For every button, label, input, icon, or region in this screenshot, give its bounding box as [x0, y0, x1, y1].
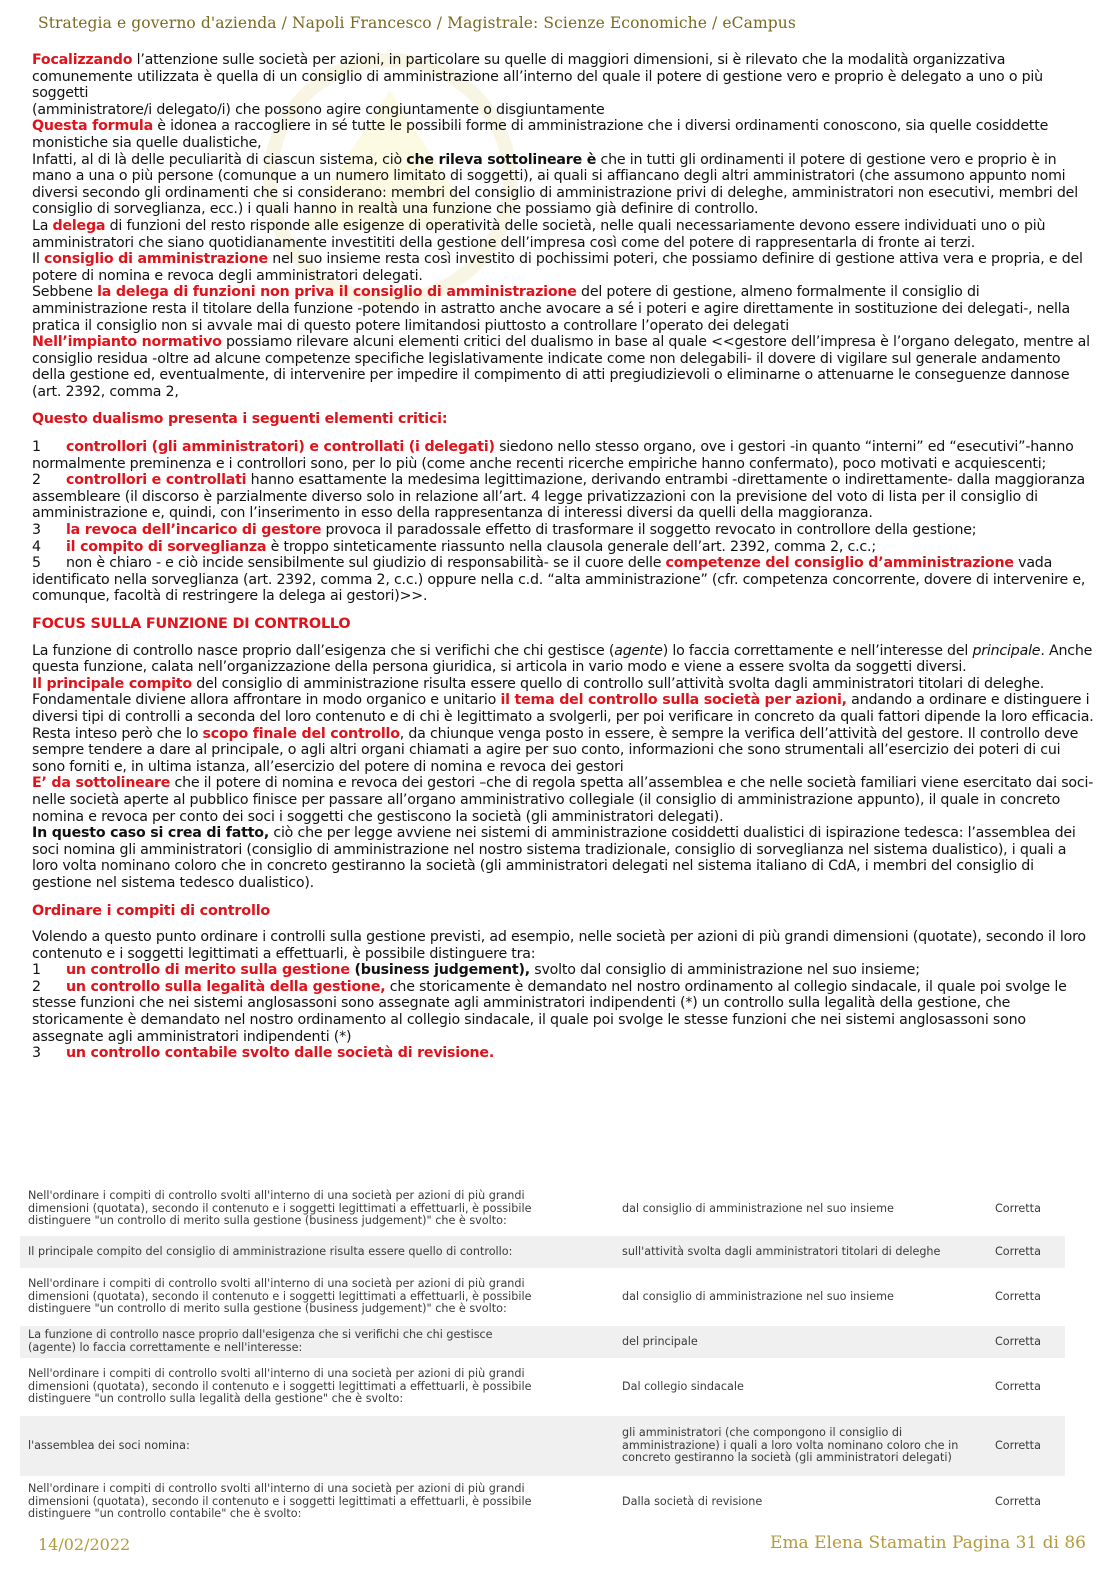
- item-number: 4: [32, 538, 41, 555]
- paragraph: (amministratore/i delegato/i) che possono agire congiuntamente o disgiuntamente: [32, 101, 605, 118]
- page-header: Strategia e governo d'azienda / Napoli Francesco / Magistrale: Scienze Economiche / eCampus: [38, 14, 796, 32]
- result-cell: Corretta: [995, 1438, 1041, 1452]
- highlight: delega: [52, 217, 106, 234]
- table-row: [20, 1358, 1065, 1416]
- text: . Anche questa funzione, calata nell’organizzazione della persona giuridica, si articola in vario modo e viene a essere svolta da soggetti diversi.: [32, 642, 1093, 676]
- result-cell: Corretta: [995, 1379, 1041, 1393]
- result-cell: Corretta: [995, 1334, 1041, 1348]
- item-number: 1: [32, 439, 41, 456]
- document-body: [32, 52, 1096, 1062]
- text: del consiglio di amministrazione risulta essere quello di controllo sull’attività svolta dagli amministratori titolari di deleghe. Fondamentale diviene allora affrontare in modo organico e unitario: [32, 675, 1045, 709]
- answer-cell: gli amministratori (che compongono il consiglio di amministrazione) i quali a loro volta nominano coloro che in concreto gestiranno la società (gli amministratori delegati): [622, 1426, 959, 1465]
- text: ) lo faccia correttamente e nell’interesse del: [662, 642, 973, 659]
- list-item: [32, 522, 1096, 539]
- question-cell: l'assemblea dei soci nomina:: [28, 1438, 190, 1452]
- answer-cell: Dal collegio sindacale: [622, 1379, 744, 1393]
- text: che il potere di nomina e revoca dei gestori –che di regola spetta all’assemblea e che nelle società familiari viene esercitato dai soci- nelle società aperte al pubblico finisce per passare all’organo amministrativo collegiale (il consiglio di amministrazione appunto), il quale in concreto nomina e revoca per conto dei soci i soggetti che gestiscono la società (gli amministratori delegati).: [32, 775, 1094, 825]
- paragraph: [32, 251, 1096, 284]
- text: è troppo sinteticamente riassunto nella clausola generale dell’art. 2392, comma 2, c.c.;: [266, 538, 876, 555]
- highlight: Nell’impianto normativo: [32, 334, 222, 351]
- text: non è chiaro - e ciò incide sensibilmente sul giudizio di responsabilità- se il cuore delle: [66, 555, 666, 572]
- item-number: 3: [32, 522, 41, 539]
- highlight: competenze del consiglio d’amministrazione: [665, 555, 1014, 572]
- list-item: [32, 962, 1096, 979]
- section-heading: Ordinare i compiti di controllo: [32, 902, 271, 919]
- question-cell: Nell'ordinare i compiti di controllo svolti all'interno di una società per azioni di più grandi dimensioni (quotata), secondo il contenuto e i soggetti legittimati a effettuarli, è possibile distinguere "un controllo di merito sulla gestione (business judgement)" che è svolto:: [28, 1189, 532, 1228]
- table-row: [20, 1476, 1065, 1528]
- question-cell: Nell'ordinare i compiti di controllo svolti all'interno di una società per azioni di più grandi dimensioni (quotata), secondo il contenuto e i soggetti legittimati a effettuarli, è possibile distinguere "un controllo contabile" che è svolto:: [28, 1482, 532, 1521]
- highlight: il compito di sorveglianza: [66, 538, 267, 555]
- result-cell: Corretta: [995, 1244, 1041, 1258]
- text: Sebbene: [32, 284, 98, 301]
- text: , da chiunque venga posto in essere, è sempre la verifica dell’attività del gestore. Il controllo deve sempre tendere a dare al principale, o agli altri organi chiamati a agire per suo conto, informazioni che sono strumentali all’esercizio dei poteri di cui sono forniti e, in ultima istanza, all’esercizio del potere di nomina e revoca dei gestori: [32, 725, 1079, 775]
- text: possiamo rilevare alcuni elementi critici del dualismo in base al quale <<gestore dell’impresa è l’organo delegato, mentre al consiglio residua -oltre ad alcune competenze specifiche legislativamente indicate come non delegabili- il dovere di vigilare sul generale andamento della gestione ed, eventualmente, di intervenire per impedire il compimento di atti pregiudizievoli o eliminarne o attenuarne le conseguenze dannose (art. 2392, comma 2,: [32, 334, 1090, 400]
- paragraph: [32, 52, 1096, 102]
- table-row: [20, 1182, 1065, 1236]
- result-cell: Corretta: [995, 1494, 1041, 1508]
- paragraph: [32, 676, 1096, 776]
- question-cell: La funzione di controllo nasce proprio dall'esigenza che si verifichi che chi gestisce (agente) lo faccia correttamente e nell'interesse:: [28, 1328, 493, 1354]
- section-heading: FOCUS SULLA FUNZIONE DI CONTROLLO: [32, 616, 351, 632]
- highlight: la delega di funzioni non priva il consiglio di amministrazione: [97, 284, 577, 301]
- text: La funzione di controllo nasce proprio dall’esigenza che si verifichi che chi gestisce (: [32, 642, 615, 659]
- question-cell: Il principale compito del consiglio di amministrazione risulta essere quello di controllo:: [28, 1244, 513, 1258]
- highlight: E’ da sottolineare: [32, 775, 171, 792]
- paragraph: [32, 218, 1096, 251]
- item-number: 3: [32, 1045, 41, 1062]
- text: siedono nello stesso organo, ove i gestori -in quanto “interni” ed “esecutivi”-hanno normalmente preminenza e i controllori sono, per lo più (come anche recenti ricerche empiriche hanno confermato), poco motivati e acquiescenti;: [32, 439, 1074, 472]
- list-item: [32, 439, 1096, 472]
- item-number: 5: [32, 555, 41, 572]
- highlight: la revoca dell’incarico di gestore: [66, 522, 322, 539]
- bold-text: (business judgement),: [349, 962, 530, 979]
- text: è idonea a raccogliere in sé tutte le possibili forme di amministrazione che i diversi ordinamenti conoscono, sia quelle cosiddette monistiche sia quelle dualistiche,: [32, 118, 1049, 151]
- paragraph: [32, 643, 1096, 676]
- highlight: controllori e controllati: [66, 472, 247, 489]
- paragraph: [32, 118, 1096, 151]
- italic-text: principale: [972, 642, 1041, 659]
- highlight: un controllo di merito sulla gestione: [66, 962, 350, 979]
- paragraph: [32, 284, 1096, 334]
- text: Infatti, al di là delle peculiarità di ciascun sistema, ciò: [32, 151, 407, 168]
- text: andando a ordinare e distinguere i diversi tipi di controlli a seconda del loro contenuto e di chi è legittimato a svolgerli, per poi verificare in concreto da quali fattori dipende la loro efficacia. Resta inteso però che lo: [32, 692, 1094, 742]
- item-number: 2: [32, 978, 41, 995]
- text: hanno esattamente la medesima legittimazione, derivando entrambi -direttamente o indirettamente- dalla maggioranza assembleare (il discorso è parzialmente diverso solo in relazione all’art. 4 legge privatizzazioni con la previsione del voto di lista per il consiglio di amministrazione e, quindi, con l’inserimento in esso della rappresentanza di interessi diversi da quelli della maggioranza.: [32, 472, 1086, 522]
- question-cell: Nell'ordinare i compiti di controllo svolti all'interno di una società per azioni di più grandi dimensioni (quotata), secondo il contenuto e i soggetti legittimati a effettuarli, è possibile distinguere "un controllo sulla legalità della gestione" che è svolto:: [28, 1367, 532, 1406]
- text: La: [32, 217, 53, 234]
- section-heading: Questo dualismo presenta i seguenti elementi critici:: [32, 411, 448, 428]
- answer-cell: dal consiglio di amministrazione nel suo insieme: [622, 1201, 894, 1215]
- text: nel suo insieme resta così investito di pochissimi poteri, che possiamo definire di gestione attiva vera e propria, e del potere di nomina e revoca degli amministratori delegati.: [32, 251, 1083, 284]
- text: l’attenzione sulle società per azioni, in particolare su quelle di maggiori dimensioni, si è rilevato che la modalità organizzativa comunemente utilizzata è quella di un consiglio di amministrazione all’interno del quale il potere di gestione vero e proprio è delegato a uno o più soggetti: [32, 52, 1043, 102]
- text: ciò che per legge avviene nei sistemi di amministrazione cosiddetti dualistici di ispirazione tedesca: l’assemblea dei soci nomina gli amministratori (consiglio di amministrazione nel nostro sistema tradizionale, consiglio di sorveglianza nel sistema dualistico), i quali a loro volta nominano coloro che in concreto gestiranno la società (gli amministratori delegati nel sistema italiano di CdA, i membri del consiglio di gestione nel sistema tedesco dualistico).: [32, 825, 1076, 891]
- answer-cell: Dalla società di revisione: [622, 1494, 763, 1508]
- item-number: 2: [32, 472, 41, 489]
- answer-cell: del principale: [622, 1334, 698, 1348]
- table-row: [20, 1326, 1065, 1358]
- highlight: controllori (gli amministratori) e controllati (i delegati): [66, 439, 495, 456]
- highlight: Il principale compito: [32, 675, 192, 692]
- item-number: 1: [32, 962, 41, 979]
- footer-date: 14/02/2022: [38, 1535, 131, 1554]
- text: che in tutti gli ordinamenti il potere di gestione vero e proprio è in mano a una o più persone (comunque a un numero limitato di soggetti), ai quali si affiancano degli altri amministratori (che assumono appunto nomi diversi secondo gli ordinamenti che si considerano: membri del consiglio di amministrazione privi di deleghe, amministratori non esecutivi, membri del consiglio di sorveglianza, ecc.) i quali hanno in realtà una funzione che possiamo già definire di controllo.: [32, 151, 1078, 218]
- highlight: un controllo sulla legalità della gestione,: [66, 978, 386, 995]
- paragraph: [32, 334, 1096, 400]
- text: provoca il paradossale effetto di trasformare il soggetto revocato in controllore della gestione;: [321, 522, 977, 539]
- text: Il: [32, 251, 45, 268]
- highlight: Questa formula: [32, 118, 153, 135]
- text: che storicamente è demandato nel nostro ordinamento al collegio sindacale, il quale poi svolge le stesse funzioni che nei sistemi anglosassoni sono assegnate agli amministratori indipendenti (*) un controllo sulla legalità della gestione, che storicamente è demandato nel nostro ordinamento al collegio sindacale, il quale poi svolge le stesse funzioni che nei sistemi anglosassoni sono assegnate agli amministratori indipendenti (*): [32, 978, 1067, 1045]
- answer-cell: sull'attività svolta dagli amministratori titolari di deleghe: [622, 1244, 941, 1258]
- list-item: [32, 979, 1096, 1045]
- highlight: scopo finale del controllo: [202, 725, 400, 742]
- list-item: [32, 539, 1096, 556]
- list-item: [32, 472, 1096, 522]
- list-item: [32, 555, 1096, 605]
- paragraph: [32, 775, 1096, 825]
- answer-cell: dal consiglio di amministrazione nel suo insieme: [622, 1289, 894, 1303]
- table-row: [20, 1268, 1065, 1326]
- highlight: un controllo contabile svolto dalle società di revisione.: [66, 1045, 495, 1062]
- highlight: consiglio di amministrazione: [44, 251, 268, 268]
- text: svolto dal consiglio di amministrazione nel suo insieme;: [529, 962, 920, 979]
- result-cell: Corretta: [995, 1201, 1041, 1215]
- highlight: Focalizzando: [32, 52, 133, 68]
- result-cell: Corretta: [995, 1289, 1041, 1303]
- text: di funzioni del resto risponde alle esigenze di operatività delle società, nelle quali necessariamente devono essere individuati uno o più amministratori che siano quotidianamente investititi della gestione dell’impresa così come del potere di rappresentarla di fronte ai terzi.: [32, 217, 1046, 251]
- paragraph: Volendo a questo punto ordinare i controlli sulla gestione previsti, ad esempio, nelle società per azioni di più grandi dimensioni (quotate), secondo il loro contenuto e i soggetti legittimati a effettuarli, è possibile distinguere tra:: [32, 929, 1086, 962]
- table-row: [20, 1416, 1065, 1476]
- highlight: il tema del controllo sulla società per azioni,: [500, 692, 847, 709]
- question-cell: Nell'ordinare i compiti di controllo svolti all'interno di una società per azioni di più grandi dimensioni (quotata), secondo il contenuto e i soggetti legittimati a effettuarli, è possibile distinguere "un controllo di merito sulla gestione (business judgement)" che è svolto:: [28, 1277, 532, 1316]
- table-row: [20, 1236, 1065, 1268]
- quiz-table: [20, 1182, 1065, 1528]
- bold-text: che rileva sottolineare è: [406, 151, 597, 168]
- footer-page-info: Ema Elena Stamatin Pagina 31 di 86: [770, 1533, 1086, 1553]
- text: del potere di gestione, almeno formalmente il consiglio di amministrazione resta il titolare della funzione -potendo in astratto anche avocare a sé i poteri e agire direttamente in sostituzione dei delegati-, nella pratica il consiglio non si avvale mai di questo potere limitandosi piuttosto a controllare l’operato dei delegati: [32, 284, 1071, 334]
- bold-text: In questo caso si crea di fatto,: [32, 825, 270, 842]
- paragraph: [32, 152, 1096, 218]
- paragraph: [32, 825, 1096, 891]
- text: vada identificato nella sorveglianza (art. 2392, comma 2, c.c.) oppure nella c.d. “alta amministrazione” (cfr. competenza concorrente, dovere di intervenire e, comunque, facoltà di restringere la delega ai gestori)>>.: [32, 555, 1086, 605]
- list-item: [32, 1045, 1096, 1062]
- italic-text: agente: [614, 642, 663, 659]
